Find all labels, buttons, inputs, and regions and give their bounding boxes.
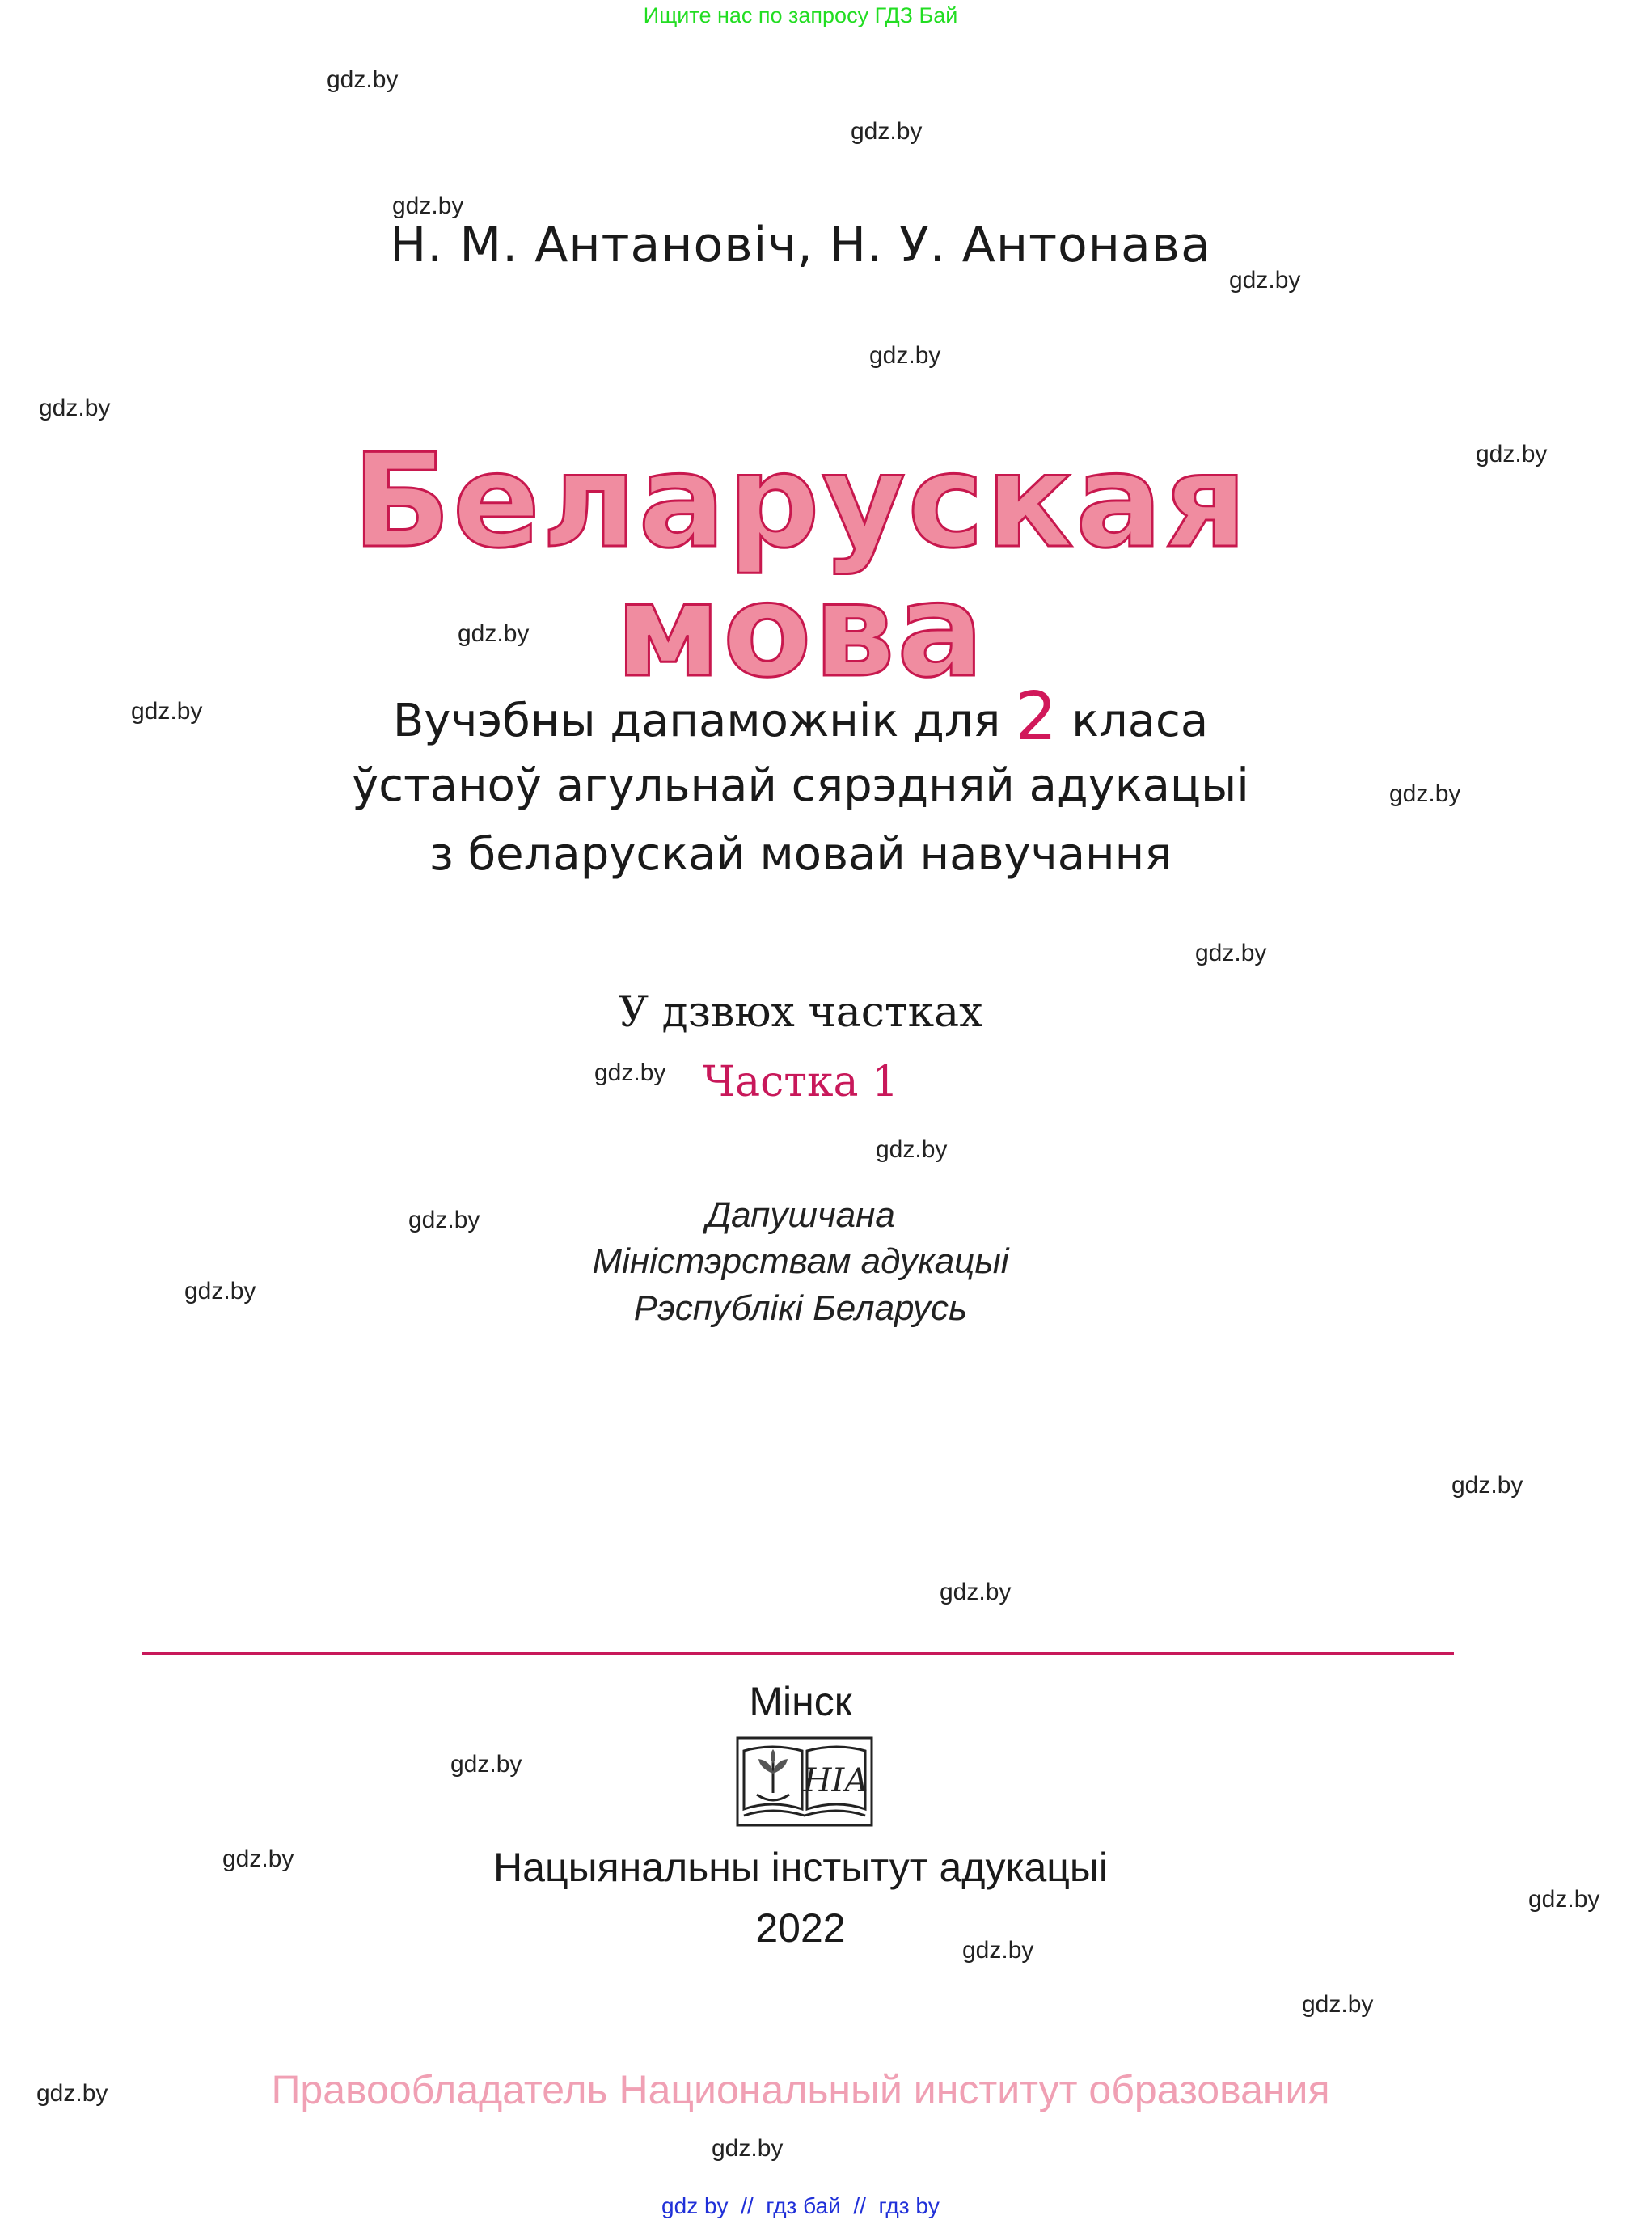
grade-number: 2: [1015, 679, 1058, 755]
watermark: gdz.by: [1476, 441, 1548, 467]
copyright-notice: Правообладатель Национальный институт образования: [271, 2067, 1330, 2112]
watermark: gdz.by: [1389, 780, 1461, 807]
watermark: gdz.by: [712, 2135, 784, 2162]
watermark: gdz.by: [869, 342, 941, 369]
approval-line-3: Рэспублікі Беларусь: [633, 1288, 968, 1328]
watermark: gdz.by: [940, 1579, 1012, 1605]
subtitle-line-1: [0, 679, 1601, 755]
book-title-line-2: мова: [615, 555, 986, 706]
watermark: gdz.by: [876, 1136, 948, 1163]
footer-separator-2: //: [853, 2193, 866, 2218]
subtitle-line-2: ўстаноў агульнай сярэдняй адукацыі: [352, 759, 1249, 812]
watermark: gdz.by: [131, 698, 203, 725]
watermark: gdz.by: [184, 1278, 256, 1304]
watermark: gdz.by: [1528, 1886, 1600, 1913]
logo-monogram: НІА: [803, 1762, 869, 1799]
publication-year: 2022: [755, 1905, 846, 1951]
divider-line: [142, 1652, 1454, 1655]
subtitle-suffix: класа: [1071, 695, 1209, 747]
watermark: gdz.by: [851, 118, 923, 145]
watermark: gdz.by: [594, 1059, 666, 1086]
publisher-name: Нацыянальны інстытут адукацыі: [493, 1845, 1108, 1890]
publisher-book-logo-icon: [736, 1736, 873, 1827]
footer-link-1[interactable]: gdz by: [661, 2193, 729, 2218]
top-banner[interactable]: Ищите нас по запросу ГДЗ Бай: [643, 3, 958, 27]
watermark: gdz.by: [1229, 267, 1301, 294]
watermark: gdz.by: [222, 1846, 294, 1872]
book-title-line-1: Беларуская: [352, 425, 1249, 577]
approval-line-1: Дапушчана: [706, 1195, 895, 1235]
footer-link-3[interactable]: гдз by: [878, 2193, 940, 2218]
watermark: gdz.by: [1195, 940, 1267, 966]
watermark: gdz.by: [1451, 1472, 1523, 1499]
watermark: gdz.by: [450, 1751, 522, 1778]
part-number: Частка 1: [702, 1058, 899, 1106]
watermark: gdz.by: [392, 192, 464, 219]
footer-separator-1: //: [741, 2193, 754, 2218]
watermark: gdz.by: [1302, 1991, 1374, 2018]
publication-city: Мінск: [749, 1679, 852, 1724]
watermark: gdz.by: [327, 66, 399, 93]
watermark: gdz.by: [962, 1937, 1034, 1964]
subtitle-line-3: з беларускай мовай навучання: [429, 828, 1172, 881]
watermark: gdz.by: [458, 620, 530, 647]
footer-link-2[interactable]: гдз бай: [766, 2193, 841, 2218]
approval-line-2: Міністэрствам адукацыі: [592, 1241, 1009, 1281]
book-authors: Н. М. Антановіч, Н. У. Антонава: [390, 217, 1211, 273]
parts-note: У дзвюх частках: [618, 988, 983, 1037]
watermark: gdz.by: [36, 2080, 108, 2107]
watermark: gdz.by: [408, 1207, 480, 1233]
watermark: gdz.by: [39, 395, 111, 421]
subtitle-prefix: Вучэбны дапаможнік для: [392, 695, 1001, 747]
footer-links: [0, 2193, 1601, 2219]
